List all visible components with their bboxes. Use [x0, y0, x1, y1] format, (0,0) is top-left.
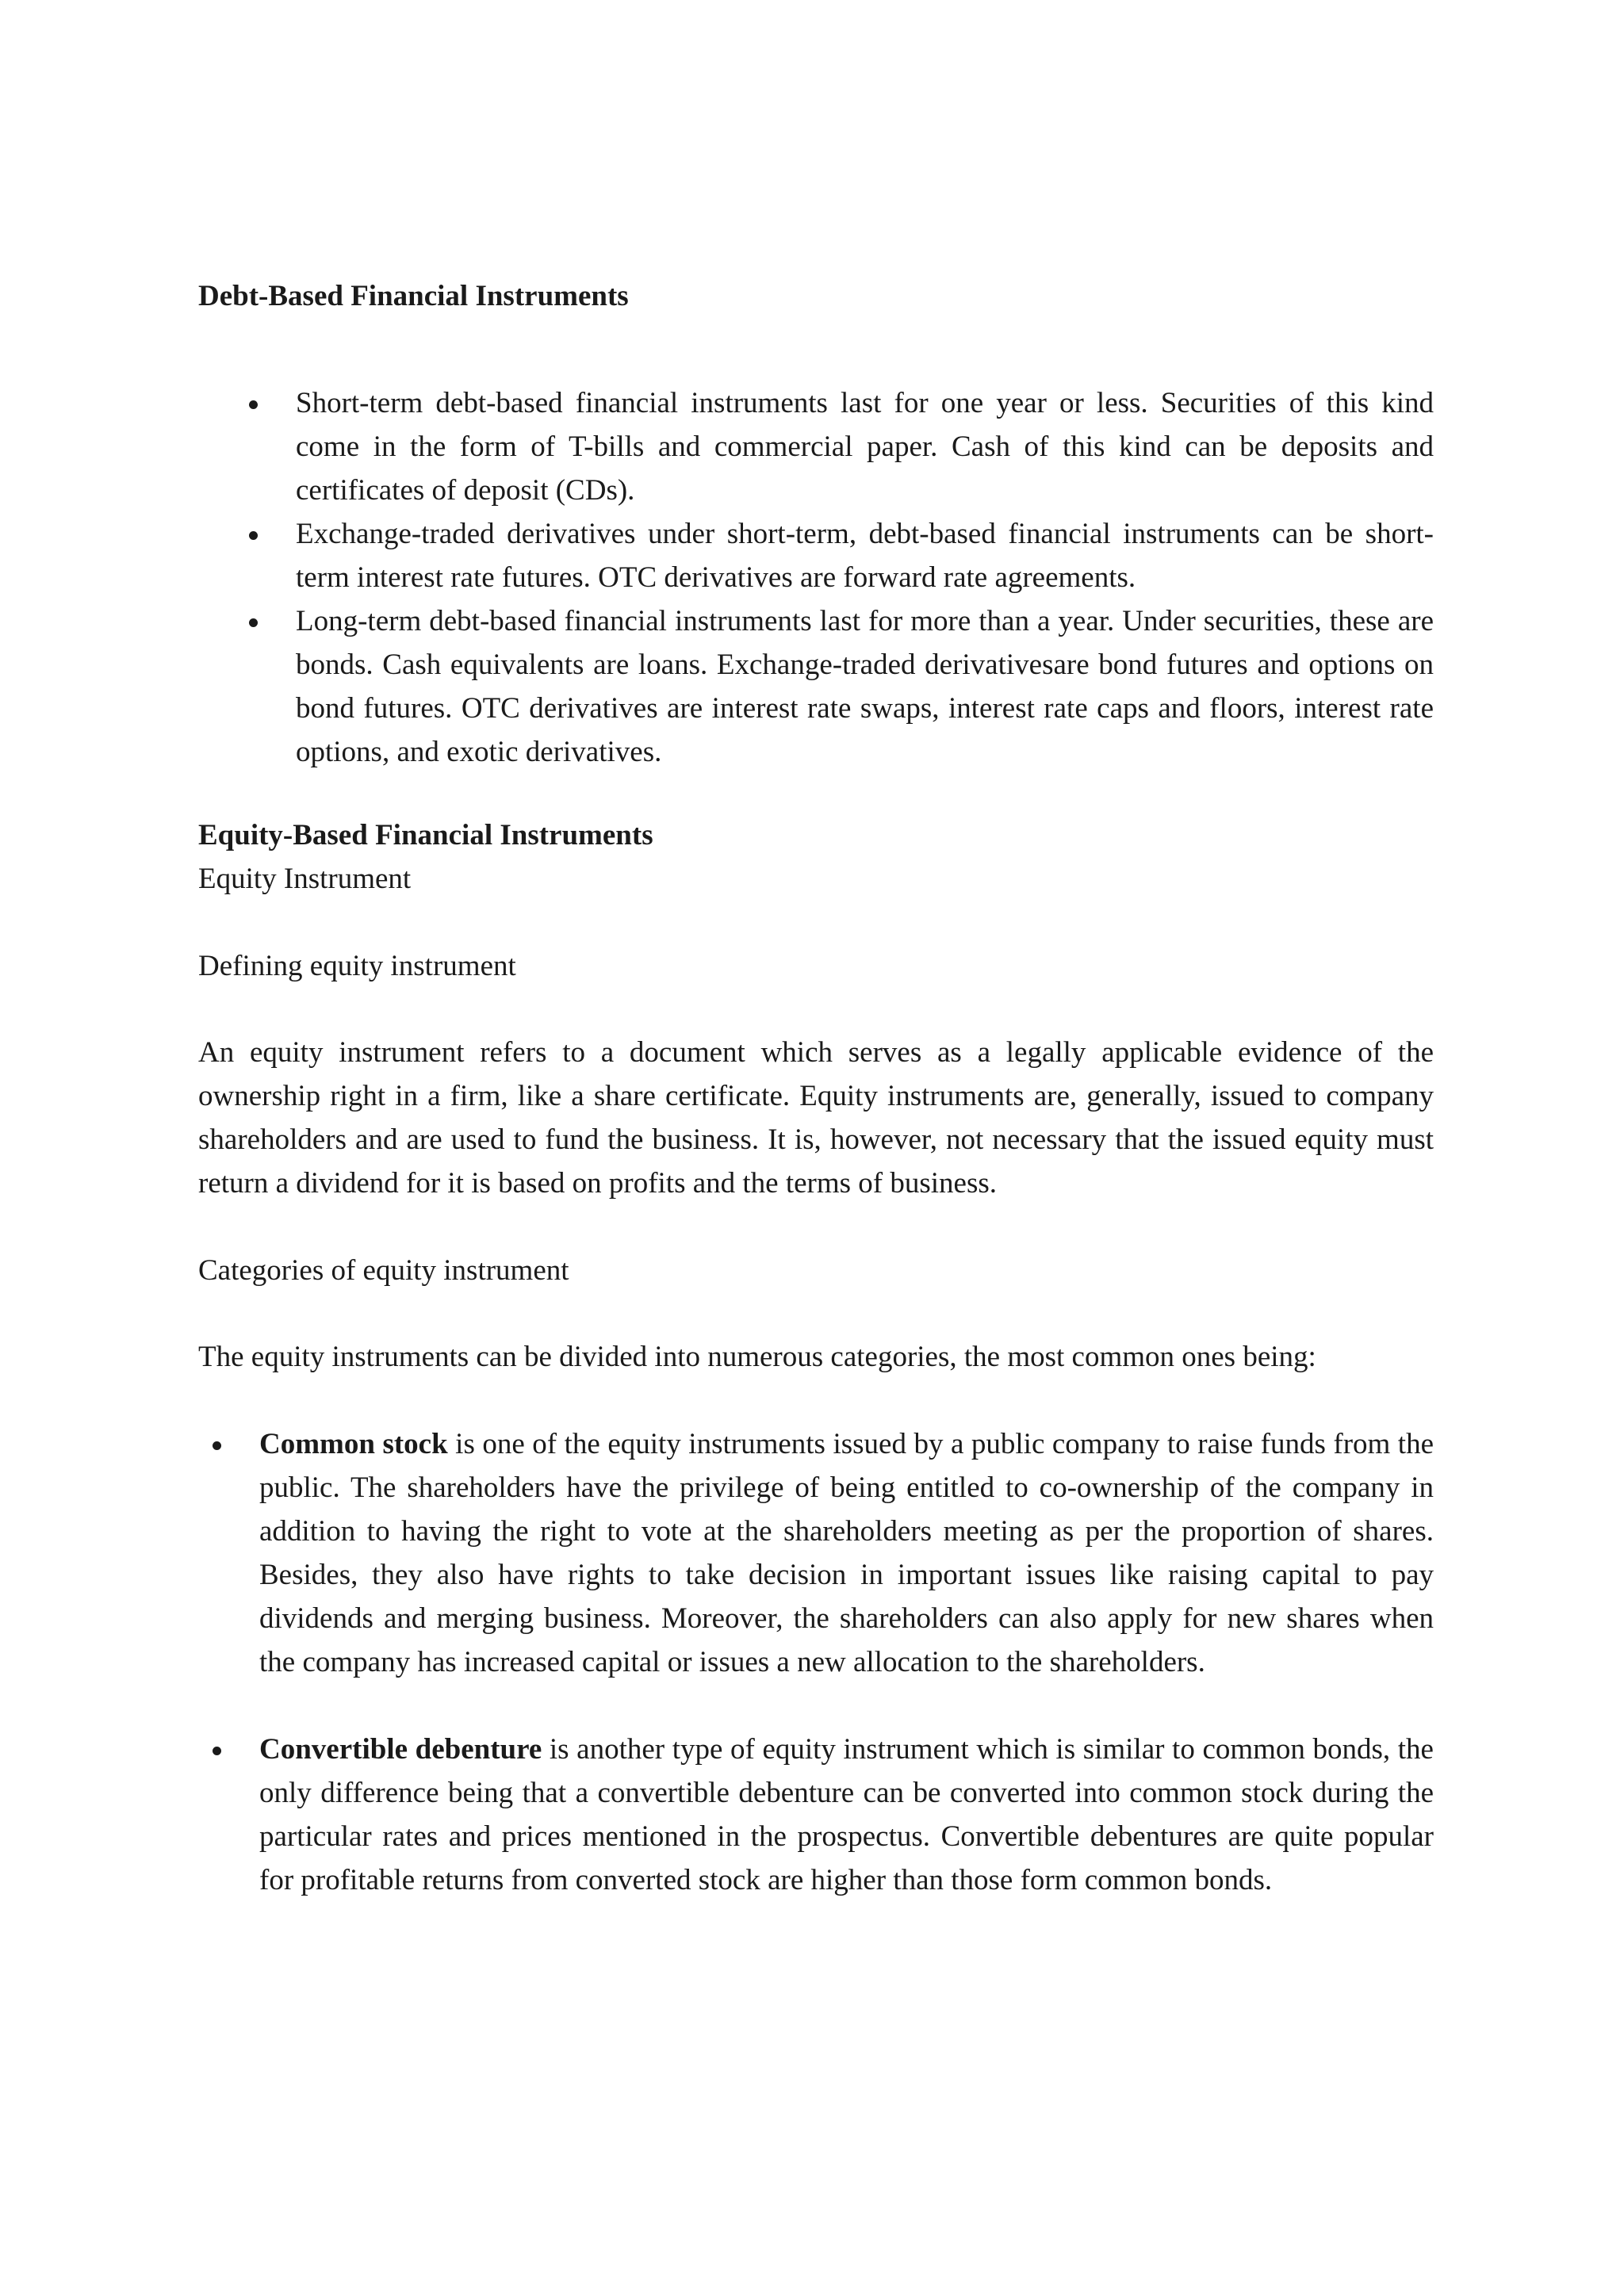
debt-bullet-text: Exchange-traded derivatives under short-term, debt-based financial instruments can be short-term interest rate futures. OTC derivatives are forward rate agreements.	[296, 518, 1434, 594]
debt-bullet-item	[296, 512, 1434, 599]
debt-bullet-text: Short-term debt-based financial instruments last for one year or less. Securities of this kind come in the form of T-bills and commercial paper. Cash of this kind can be deposits and certificates of deposit (CDs).	[296, 387, 1434, 507]
bullet-icon	[249, 400, 258, 409]
categories-title: Categories of equity instrument	[198, 1254, 569, 1287]
defining-title: Defining equity instrument	[198, 950, 516, 982]
equity-categories-list	[259, 1422, 1434, 1902]
category-term: Common stock	[259, 1428, 448, 1460]
equity-subheading: Equity Instrument	[198, 863, 412, 895]
bullet-icon	[213, 1747, 221, 1755]
category-description: is another type of equity instrument which is similar to common bonds, the only difference being that a convertible debenture can be converted into common stock during the particular rates and prices mentioned in the prospectus. Convertible debentures are quite popular for profitable returns from converted stock are higher than those form common bonds.	[259, 1733, 1434, 1896]
debt-bullet-item	[296, 599, 1434, 774]
category-term: Convertible debenture	[259, 1733, 542, 1766]
bullet-icon	[249, 531, 258, 540]
equity-category-item	[259, 1728, 1434, 1902]
debt-bullet-item	[296, 381, 1434, 512]
equity-category-item	[259, 1422, 1434, 1684]
debt-bullet-text: Long-term debt-based financial instruments last for more than a year. Under securities, these are bonds. Cash equivalents are loans. Exchange-traded derivativesare bond futures and options on bond futures. OTC derivatives are interest rate swaps, interest rate caps and floors, interest rate options, and exotic derivatives.	[296, 605, 1434, 768]
categories-intro: The equity instruments can be divided into numerous categories, the most common ones being:	[198, 1341, 1316, 1373]
bullet-icon	[213, 1441, 221, 1450]
equity-section-heading: Equity-Based Financial Instruments	[198, 819, 653, 851]
defining-paragraph: An equity instrument refers to a document which serves as a legally applicable evidence of the ownership right in a firm, like a share certificate. Equity instruments are, generally, issued to company shareholders and are used to fund the business. It is, however, not necessary that the issued equity must return a dividend for it is based on profits and the terms of business.	[198, 1036, 1434, 1200]
debt-section-heading: Debt-Based Financial Instruments	[198, 280, 629, 312]
category-description: is one of the equity instruments issued by a public company to raise funds from the public. The shareholders have the privilege of being entitled to co-ownership of the company in addition to having the right to vote at the shareholders meeting as per the proportion of shares. Besides, they also have rights to take decision in important issues like raising capital to pay dividends and merging business. Moreover, the shareholders can also apply for new shares when the company has increased capital or issues a new allocation to the shareholders.	[259, 1428, 1434, 1678]
bullet-icon	[249, 618, 258, 627]
debt-bullet-list	[296, 381, 1434, 774]
